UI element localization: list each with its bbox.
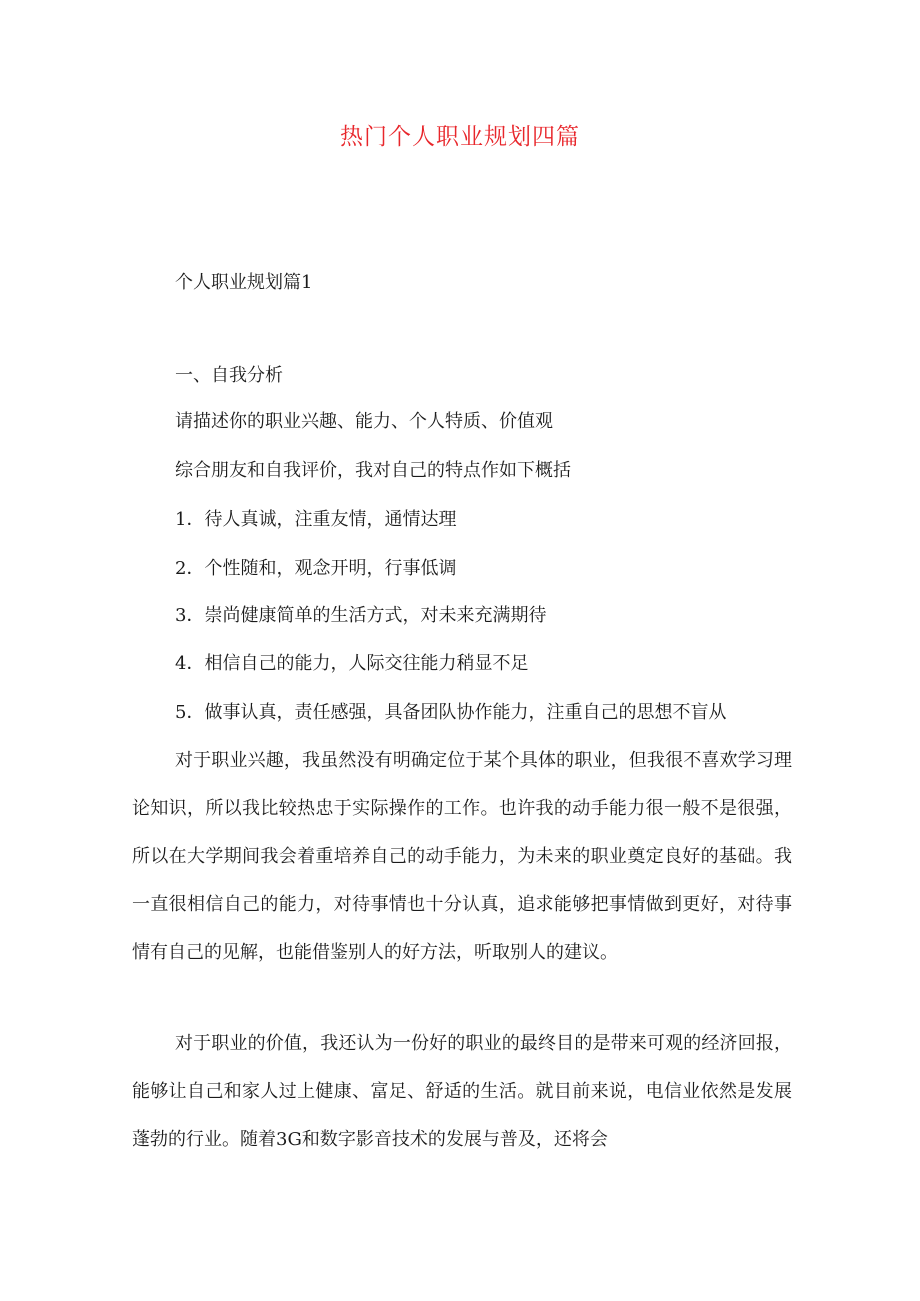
- body-paragraph: 对于职业兴趣，我虽然没有明确定位于某个具体的职业，但我很不喜欢学习理论知识，所以我比较热忠于实际操作的工作。也许我的动手能力很一般不是很强，所以在大学期间我会着重培养自己的动手能力，为未来的职业奠定良好的基础。我一直很相信自己的能力，对待事情也十分认真，追求能够把事情做到更好，对待事情有自己的见解，也能借鉴别人的好方法，听取别人的建议。: [132, 750, 792, 963]
- list-item: 5．做事认真，责任感强，具备团队协作能力，注重自己的思想不盲从: [175, 702, 727, 723]
- section-heading: 个人职业规划篇1: [175, 272, 313, 293]
- list-item: 3．崇尚健康简单的生活方式，对未来充满期待: [175, 605, 547, 626]
- list-item: 请描述你的职业兴趣、能力、个人特质、价值观: [175, 411, 553, 432]
- body-paragraph: 对于职业的价值，我还认为一份好的职业的最终目的是带来可观的经济回报，能够让自己和家人过上健康、富足、舒适的生活。就目前来说，电信业依然是发展蓬勃的行业。随着3G和数字影音技术的发展与普及，还将会: [132, 1033, 792, 1150]
- list-item: 2．个性随和，观念开明，行事低调: [175, 558, 457, 579]
- subheading: 一、自我分析: [175, 365, 283, 386]
- list-item: 1．待人真诚，注重友情，通情达理: [175, 509, 457, 530]
- list-item: 4．相信自己的能力，人际交往能力稍显不足: [175, 653, 529, 674]
- document-title: 热门个人职业规划四篇: [340, 124, 580, 150]
- list-item: 综合朋友和自我评价，我对自己的特点作如下概括: [175, 460, 571, 481]
